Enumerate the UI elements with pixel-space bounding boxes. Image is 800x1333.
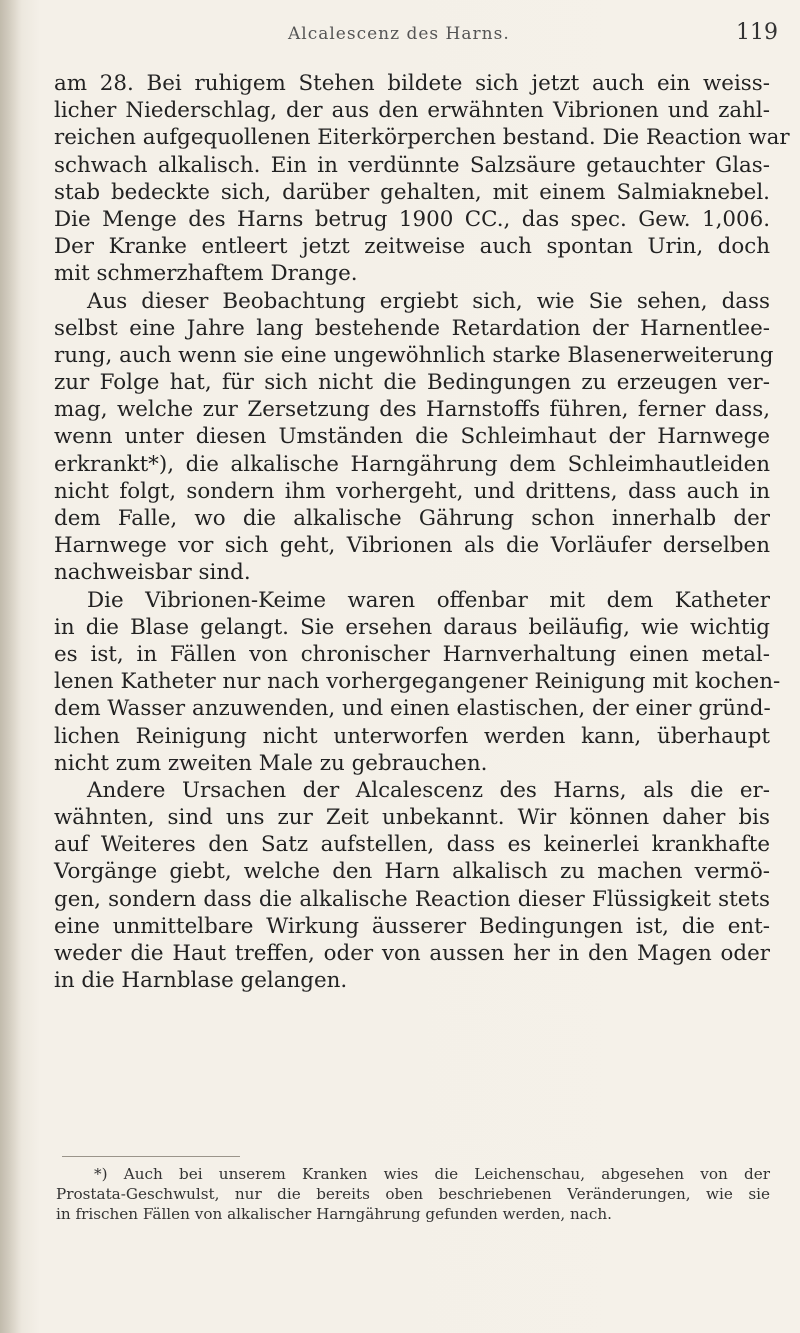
text-line: gen, sondern dass die alkalische Reaction dieser Flüssigkeit stets: [54, 886, 770, 912]
text-line: stab bedeckte sich, darüber gehalten, mit einem Salmiaknebel.: [54, 179, 770, 205]
text-line: Die Menge des Harns betrug 1900 CC., das spec. Gew. 1,006.: [54, 206, 770, 232]
text-line: lichen Reinigung nicht unterworfen werden kann, überhaupt: [54, 723, 770, 749]
text-line: in die Blase gelangt. Sie ersehen daraus beiläufig, wie wichtig: [54, 614, 770, 640]
text-line: am 28. Bei ruhigem Stehen bildete sich jetzt auch ein weiss-: [54, 71, 770, 96]
paragraph-start-line: Die Vibrionen-Keime waren offenbar mit dem Katheter: [87, 587, 770, 613]
text-line: lenen Katheter nur nach vorhergegangener Reinigung mit kochen-: [54, 669, 781, 695]
body-text: [54, 70, 790, 994]
text-line: reichen aufgequollenen Eiterkörperchen bestand. Die Reaction war: [54, 125, 790, 151]
paragraph-start-line: Aus dieser Beobachtung ergiebt sich, wie Sie sehen, dass: [87, 288, 770, 314]
text-line: licher Niederschlag, der aus den erwähnten Vibrionen und zahl-: [54, 98, 770, 124]
text-line: nachweisbar sind.: [54, 560, 251, 586]
text-line: wenn unter diesen Umständen die Schleimhaut der Harnwege: [54, 424, 770, 450]
text-line: Der Kranke entleert jetzt zeitweise auch spontan Urin, doch: [54, 234, 770, 260]
text-line: Vorgänge giebt, welche den Harn alkalisch zu machen vermö-: [54, 859, 770, 885]
text-line: es ist, in Fällen von chronischer Harnverhaltung einen metal-: [54, 641, 770, 667]
footnote-line: in frischen Fällen von alkalischer Harngährung gefunden werden, nach.: [56, 1205, 612, 1223]
paragraph-start-line: Andere Ursachen der Alcalescenz des Harns, als die er-: [87, 777, 770, 803]
text-line: rung, auch wenn sie eine ungewöhnlich starke Blasenerweiterung: [54, 342, 774, 368]
text-line: mag, welche zur Zersetzung des Harnstoffs führen, ferner dass,: [54, 397, 770, 423]
running-title: Alcalescenz des Harns.: [288, 24, 510, 44]
text-line: dem Falle, wo die alkalische Gährung schon innerhalb der: [54, 506, 770, 531]
footnote-line: Prostata-Geschwulst, nur die bereits oben beschriebenen Veränderungen, wie sie: [56, 1185, 770, 1203]
text-line: eine unmittelbare Wirkung äusserer Bedingungen ist, die ent-: [54, 913, 770, 939]
text-line: Harnwege vor sich geht, Vibrionen als die Vorläufer derselben: [54, 533, 770, 559]
footnote: [56, 1164, 770, 1224]
text-line: nicht zum zweiten Male zu gebrauchen.: [54, 750, 488, 776]
text-line: in die Harnblase gelangen.: [54, 968, 348, 994]
text-line: wähnten, sind uns zur Zeit unbekannt. Wir können daher bis: [54, 805, 770, 831]
running-head: [0, 20, 800, 50]
text-line: auf Weiteres den Satz aufstellen, dass es keinerlei krankhafte: [54, 832, 770, 858]
footnote-line: *) Auch bei unserem Kranken wies die Leichenschau, abgesehen von der: [94, 1165, 770, 1183]
text-line: weder die Haut treffen, oder von aussen her in den Magen oder: [54, 941, 770, 966]
text-line: schwach alkalisch. Ein in verdünnte Salzsäure getauchter Glas-: [54, 152, 770, 178]
footnote-rule: [62, 1156, 240, 1157]
text-line: mit schmerzhaftem Drange.: [54, 261, 358, 287]
text-line: selbst eine Jahre lang bestehende Retardation der Harnentlee-: [54, 315, 770, 341]
text-line: erkrankt*), die alkalische Harngährung dem Schleimhautleiden: [54, 451, 770, 477]
page-number: 119: [736, 20, 778, 45]
text-line: dem Wasser anzuwenden, und einen elastischen, der einer gründ-: [54, 696, 771, 722]
page-binding-shadow: [0, 0, 22, 1333]
text-line: zur Folge hat, für sich nicht die Bedingungen zu erzeugen ver-: [54, 370, 770, 396]
text-line: nicht folgt, sondern ihm vorhergeht, und drittens, dass auch in: [54, 478, 770, 504]
